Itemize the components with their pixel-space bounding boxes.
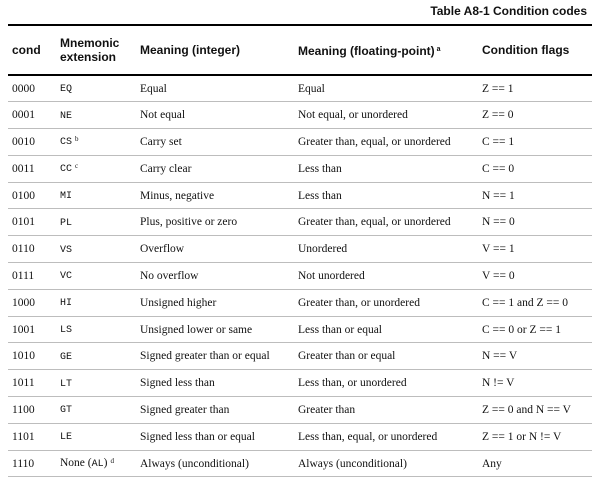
mnemonic-code: CC (60, 164, 73, 176)
cell-mnemonic (56, 316, 136, 343)
mnemonic-suffix: ) (103, 457, 108, 470)
cell-integer-meaning: Signed greater than or equal (136, 343, 294, 370)
cell-mnemonic (56, 397, 136, 424)
header-flags: Condition flags (478, 25, 592, 75)
mnemonic-code: NE (60, 110, 73, 122)
cell-mnemonic (56, 129, 136, 156)
cell-cond: 1000 (8, 289, 56, 316)
mnemonic-code: VS (60, 244, 73, 256)
cell-float-meaning: Greater than, or unordered (294, 289, 478, 316)
cell-cond: 0010 (8, 129, 56, 156)
table-row (8, 182, 592, 209)
table-row (8, 343, 592, 370)
cell-integer-meaning: Unsigned lower or same (136, 316, 294, 343)
table-row (8, 316, 592, 343)
cell-mnemonic (56, 450, 136, 477)
table-row (8, 129, 592, 156)
mnemonic-code: PL (60, 217, 73, 229)
cell-mnemonic (56, 423, 136, 450)
cell-cond: 0111 (8, 263, 56, 290)
table-row (8, 450, 592, 477)
cell-mnemonic (56, 289, 136, 316)
cell-condition-flags: C == 0 or Z == 1 (478, 316, 592, 343)
mnemonic-code: EQ (60, 84, 73, 96)
table-row (8, 397, 592, 424)
cell-mnemonic (56, 155, 136, 182)
header-integer: Meaning (integer) (136, 25, 294, 75)
cell-cond: 0011 (8, 155, 56, 182)
cell-float-meaning: Greater than, equal, or unordered (294, 129, 478, 156)
cell-condition-flags: V == 0 (478, 263, 592, 290)
mnemonic-footnote: c (75, 162, 79, 171)
cell-mnemonic (56, 236, 136, 263)
table-row (8, 155, 592, 182)
table-header-row (8, 25, 592, 75)
mnemonic-code: AL (91, 459, 104, 471)
cell-condition-flags: N != V (478, 370, 592, 397)
cell-condition-flags: N == V (478, 343, 592, 370)
mnemonic-code: LS (60, 325, 73, 337)
cell-cond: 0000 (12, 82, 35, 95)
mnemonic-code: HI (60, 298, 73, 310)
cell-condition-flags: N == 1 (478, 182, 592, 209)
cell-integer-meaning: Carry clear (136, 155, 294, 182)
cell-mnemonic (56, 263, 136, 290)
table-row (8, 102, 592, 129)
header-mnemonic: Mnemonic extension (56, 25, 136, 75)
cell-cond: 0001 (8, 102, 56, 129)
header-float-label: Meaning (floating-point) (298, 43, 435, 58)
cell-integer-meaning: Overflow (136, 236, 294, 263)
header-float-footnote: a (436, 45, 441, 53)
cell-integer-meaning: Equal (140, 82, 167, 95)
mnemonic-code: LT (60, 378, 73, 390)
cell-float-meaning: Less than, or unordered (294, 370, 478, 397)
cell-cond: 0100 (8, 182, 56, 209)
mnemonic-code: MI (60, 191, 73, 203)
table-row (8, 289, 592, 316)
mnemonic-code: LE (60, 432, 73, 444)
cell-condition-flags: Z == 0 (478, 102, 592, 129)
cell-float-meaning: Greater than (294, 397, 478, 424)
cell-condition-flags: Z == 1 (482, 82, 514, 95)
cell-integer-meaning: Signed greater than (136, 397, 294, 424)
cell-cond: 1010 (8, 343, 56, 370)
mnemonic-code: GE (60, 351, 73, 363)
table-row (8, 236, 592, 263)
mnemonic-code: GT (60, 405, 73, 417)
cell-float-meaning: Not unordered (294, 263, 478, 290)
cell-cond: 1011 (8, 370, 56, 397)
mnemonic-code: VC (60, 271, 73, 283)
cell-mnemonic (56, 102, 136, 129)
cell-integer-meaning: Always (unconditional) (136, 450, 294, 477)
table-row (8, 370, 592, 397)
cell-float-meaning: Less than (294, 182, 478, 209)
table-row (8, 423, 592, 450)
cell-condition-flags: V == 1 (478, 236, 592, 263)
cell-condition-flags: Z == 0 and N == V (478, 397, 592, 424)
cell-integer-meaning: Minus, negative (136, 182, 294, 209)
cell-float-meaning: Always (unconditional) (294, 450, 478, 477)
header-float (294, 25, 478, 75)
cell-condition-flags: N == 0 (478, 209, 592, 236)
cell-cond: 1001 (8, 316, 56, 343)
cell-mnemonic (56, 75, 136, 102)
cell-mnemonic (56, 370, 136, 397)
mnemonic-prefix: None ( (60, 457, 92, 470)
cell-condition-flags: Z == 1 or N != V (478, 423, 592, 450)
condition-codes-table (8, 24, 592, 477)
cell-mnemonic (56, 343, 136, 370)
cell-float-meaning: Unordered (294, 236, 478, 263)
cell-cond: 0101 (8, 209, 56, 236)
cell-float-meaning: Greater than or equal (294, 343, 478, 370)
cell-float-meaning: Greater than, equal, or unordered (294, 209, 478, 236)
cell-integer-meaning: No overflow (136, 263, 294, 290)
cell-integer-meaning: Signed less than or equal (136, 423, 294, 450)
cell-cond: 1100 (8, 397, 56, 424)
cell-cond: 1110 (8, 450, 56, 477)
cell-float-meaning: Less than (294, 155, 478, 182)
table-row (8, 263, 592, 290)
cell-integer-meaning: Plus, positive or zero (136, 209, 294, 236)
header-cond: cond (8, 25, 56, 75)
cell-integer-meaning: Signed less than (136, 370, 294, 397)
cell-float-meaning: Less than, equal, or unordered (294, 423, 478, 450)
cell-float-meaning: Not equal, or unordered (294, 102, 478, 129)
cell-float-meaning: Equal (298, 82, 325, 95)
cell-condition-flags: C == 0 (478, 155, 592, 182)
cell-cond: 0110 (8, 236, 56, 263)
cell-cond: 1101 (8, 423, 56, 450)
cell-mnemonic (56, 209, 136, 236)
table-caption: Table A8-1 Condition codes (430, 4, 587, 18)
cell-float-meaning: Less than or equal (294, 316, 478, 343)
cell-condition-flags: C == 1 and Z == 0 (478, 289, 592, 316)
cell-integer-meaning: Carry set (136, 129, 294, 156)
mnemonic-code: CS (60, 137, 73, 149)
mnemonic-footnote: b (75, 135, 79, 144)
mnemonic-footnote: d (110, 457, 114, 466)
cell-integer-meaning: Not equal (136, 102, 294, 129)
cell-condition-flags: Any (478, 450, 592, 477)
table-row (8, 209, 592, 236)
table-row (8, 75, 592, 102)
cell-integer-meaning: Unsigned higher (136, 289, 294, 316)
cell-mnemonic (56, 182, 136, 209)
cell-condition-flags: C == 1 (478, 129, 592, 156)
